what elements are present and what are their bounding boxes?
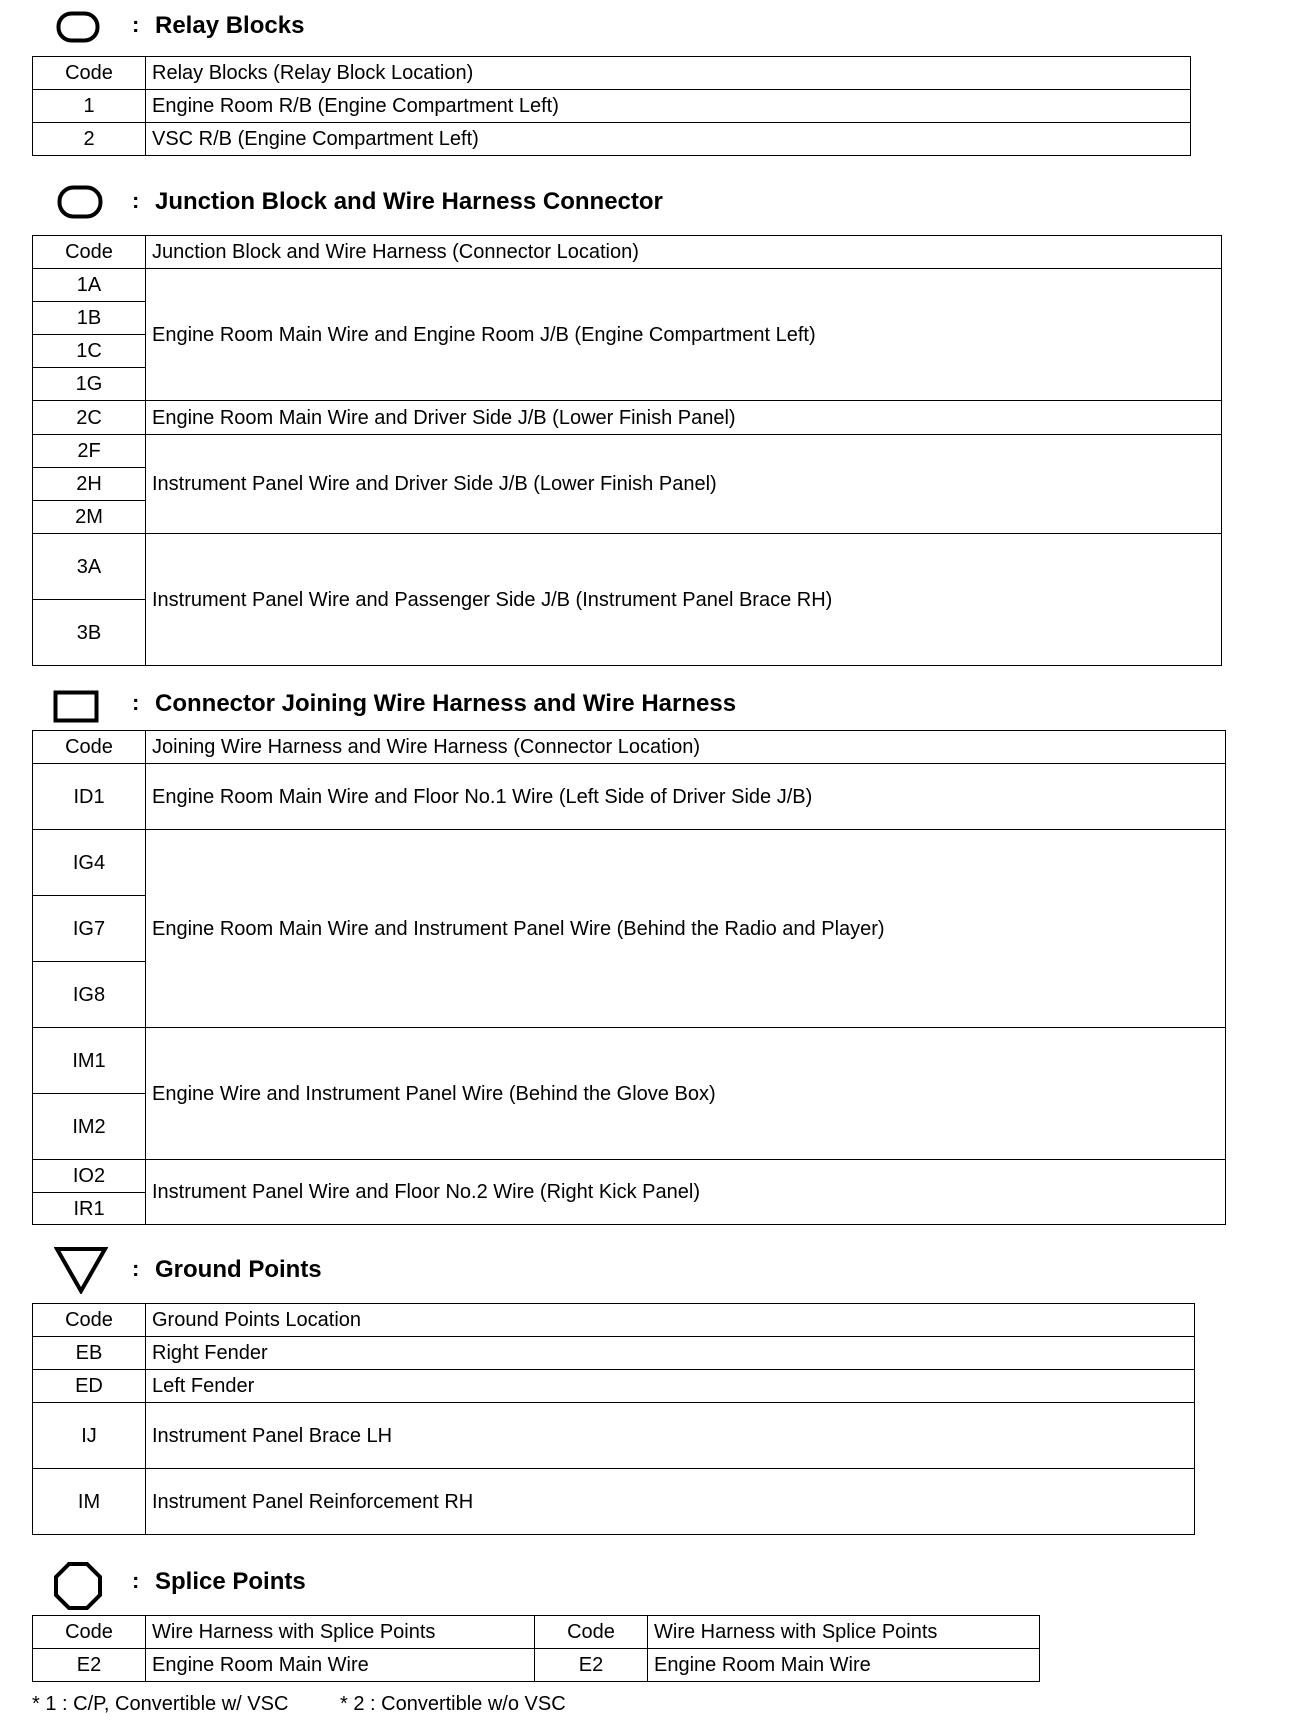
header-code: Code bbox=[33, 1616, 146, 1649]
code-cell: IM2 bbox=[33, 1094, 146, 1160]
table-header-row bbox=[33, 236, 1222, 269]
desc-cell: Engine Room Main Wire bbox=[146, 1649, 535, 1682]
header-code: Code bbox=[33, 1304, 146, 1337]
code-cell: E2 bbox=[535, 1649, 648, 1682]
header-code: Code bbox=[33, 236, 146, 269]
desc-cell: Instrument Panel Reinforcement RH bbox=[146, 1469, 1195, 1535]
table-row bbox=[33, 90, 1191, 123]
code-cell: 2M bbox=[33, 501, 146, 534]
section-colon: : bbox=[132, 690, 140, 715]
table-row bbox=[33, 123, 1191, 156]
section-title: Connector Joining Wire Harness and Wire Harness bbox=[155, 690, 737, 717]
code-cell: 1A bbox=[33, 269, 146, 302]
code-cell: 2H bbox=[33, 468, 146, 501]
desc-cell: Instrument Panel Brace LH bbox=[146, 1403, 1195, 1469]
octagon-icon bbox=[53, 1561, 103, 1611]
desc-cell: Engine Room Main Wire bbox=[648, 1649, 1040, 1682]
code-cell: 2 bbox=[33, 123, 146, 156]
desc-cell: VSC R/B (Engine Compartment Left) bbox=[146, 123, 1191, 156]
desc-cell: Engine Wire and Instrument Panel Wire (Behind the Glove Box) bbox=[146, 1028, 1226, 1160]
header-desc: Relay Blocks (Relay Block Location) bbox=[146, 57, 1191, 90]
footnote-2: * 2 : Convertible w/o VSC bbox=[340, 1693, 566, 1715]
section-colon: : bbox=[132, 188, 140, 213]
junction-block-table bbox=[32, 235, 1222, 666]
section-title: Ground Points bbox=[155, 1256, 322, 1283]
connector-joining-table bbox=[32, 730, 1226, 1225]
code-cell: 2F bbox=[33, 435, 146, 468]
table-row bbox=[33, 1160, 1226, 1193]
table-row bbox=[33, 435, 1222, 468]
desc-cell: Engine Room Main Wire and Floor No.1 Wire (Left Side of Driver Side J/B) bbox=[146, 764, 1226, 830]
desc-cell: Instrument Panel Wire and Floor No.2 Wire (Right Kick Panel) bbox=[146, 1160, 1226, 1225]
triangle-down-icon bbox=[54, 1246, 108, 1294]
ground-points-table bbox=[32, 1303, 1195, 1535]
table-row bbox=[33, 1028, 1226, 1094]
section-colon: : bbox=[132, 1256, 140, 1281]
table-row bbox=[33, 1469, 1195, 1535]
table-row bbox=[33, 534, 1222, 600]
table-row bbox=[33, 1337, 1195, 1370]
relay-blocks-table bbox=[32, 56, 1191, 156]
code-cell: IG4 bbox=[33, 830, 146, 896]
header-desc: Joining Wire Harness and Wire Harness (Connector Location) bbox=[146, 731, 1226, 764]
code-cell: 1 bbox=[33, 90, 146, 123]
table-row bbox=[33, 1370, 1195, 1403]
code-cell: IR1 bbox=[33, 1193, 146, 1225]
header-desc: Wire Harness with Splice Points bbox=[648, 1616, 1040, 1649]
code-cell: 1G bbox=[33, 368, 146, 401]
rounded-rectangle-icon bbox=[56, 11, 100, 43]
code-cell: ID1 bbox=[33, 764, 146, 830]
table-header-row bbox=[33, 1304, 1195, 1337]
desc-cell: Engine Room Main Wire and Instrument Panel Wire (Behind the Radio and Player) bbox=[146, 830, 1226, 1028]
desc-cell: Engine Room Main Wire and Driver Side J/B (Lower Finish Panel) bbox=[146, 401, 1222, 435]
table-header-row bbox=[33, 1616, 1040, 1649]
code-cell: ED bbox=[33, 1370, 146, 1403]
code-cell: IO2 bbox=[33, 1160, 146, 1193]
table-header-row bbox=[33, 731, 1226, 764]
footnote-1: * 1 : C/P, Convertible w/ VSC bbox=[32, 1693, 289, 1715]
code-cell: E2 bbox=[33, 1649, 146, 1682]
table-row bbox=[33, 830, 1226, 896]
code-cell: 1B bbox=[33, 302, 146, 335]
code-cell: IM bbox=[33, 1469, 146, 1535]
desc-cell: Right Fender bbox=[146, 1337, 1195, 1370]
splice-points-table bbox=[32, 1615, 1040, 1682]
desc-cell: Left Fender bbox=[146, 1370, 1195, 1403]
desc-cell: Engine Room R/B (Engine Compartment Left) bbox=[146, 90, 1191, 123]
code-cell: EB bbox=[33, 1337, 146, 1370]
header-desc: Junction Block and Wire Harness (Connector Location) bbox=[146, 236, 1222, 269]
header-desc: Wire Harness with Splice Points bbox=[146, 1616, 535, 1649]
code-cell: 2C bbox=[33, 401, 146, 435]
table-row bbox=[33, 1403, 1195, 1469]
rectangle-icon bbox=[53, 690, 99, 723]
code-cell: 1C bbox=[33, 335, 146, 368]
code-cell: 3A bbox=[33, 534, 146, 600]
section-title: Junction Block and Wire Harness Connector bbox=[155, 188, 663, 215]
header-desc: Ground Points Location bbox=[146, 1304, 1195, 1337]
code-cell: IG7 bbox=[33, 896, 146, 962]
section-title: Relay Blocks bbox=[155, 12, 305, 39]
header-code: Code bbox=[535, 1616, 648, 1649]
section-colon: : bbox=[132, 12, 140, 37]
desc-cell: Instrument Panel Wire and Driver Side J/B (Lower Finish Panel) bbox=[146, 435, 1222, 534]
table-header-row bbox=[33, 57, 1191, 90]
code-cell: IG8 bbox=[33, 962, 146, 1028]
table-row bbox=[33, 269, 1222, 302]
code-cell: 3B bbox=[33, 600, 146, 666]
section-colon: : bbox=[132, 1568, 140, 1593]
table-row bbox=[33, 401, 1222, 435]
table-row bbox=[33, 764, 1226, 830]
section-title: Splice Points bbox=[155, 1568, 306, 1595]
rounded-rectangle-icon bbox=[57, 185, 103, 219]
desc-cell: Instrument Panel Wire and Passenger Side J/B (Instrument Panel Brace RH) bbox=[146, 534, 1222, 666]
header-code: Code bbox=[33, 57, 146, 90]
header-code: Code bbox=[33, 731, 146, 764]
table-row bbox=[33, 1649, 1040, 1682]
code-cell: IJ bbox=[33, 1403, 146, 1469]
desc-cell: Engine Room Main Wire and Engine Room J/B (Engine Compartment Left) bbox=[146, 269, 1222, 401]
code-cell: IM1 bbox=[33, 1028, 146, 1094]
